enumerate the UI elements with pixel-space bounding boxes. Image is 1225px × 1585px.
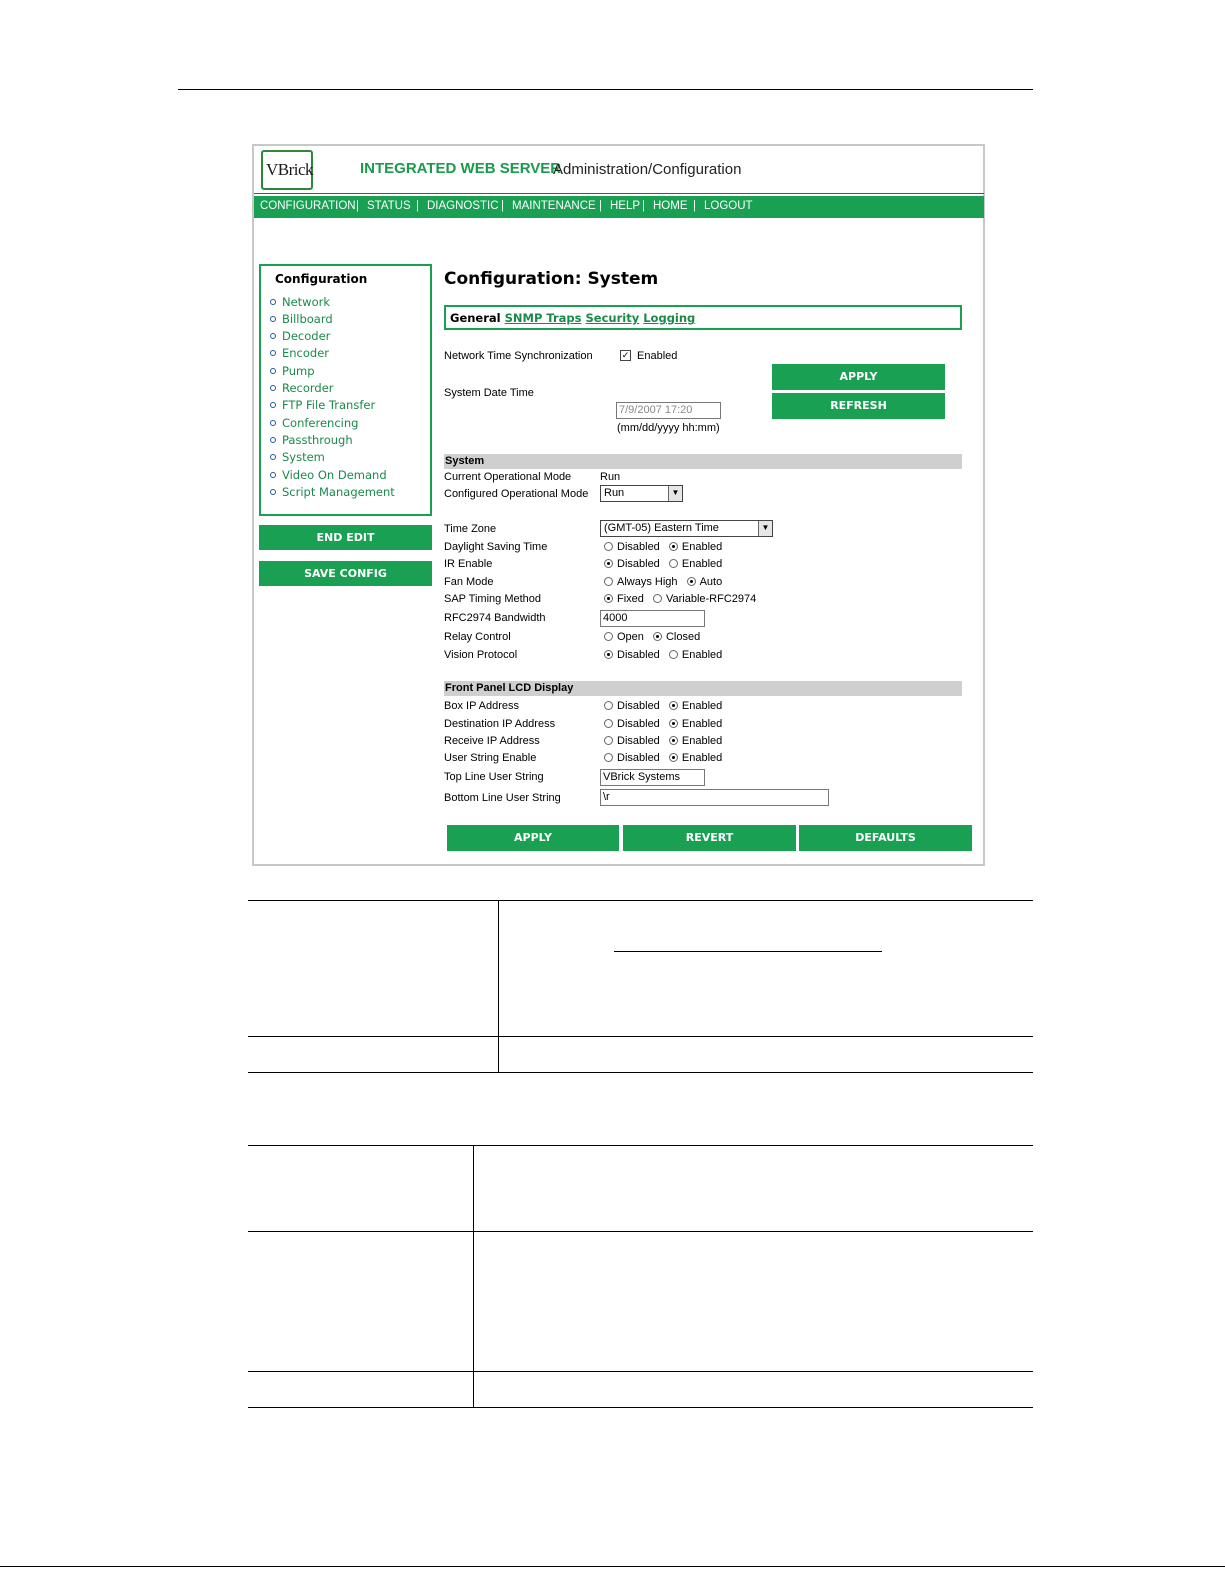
sidebar-item-ftp-file-transfer[interactable]: FTP File Transfer xyxy=(270,398,375,412)
sidebar-title: Configuration xyxy=(275,272,368,286)
nav-logout[interactable]: LOGOUT xyxy=(704,200,753,212)
user-string-enabled-radio[interactable] xyxy=(669,753,678,762)
vbrick-logo: VBrick xyxy=(261,150,313,190)
vision-protocol-disabled-radio[interactable] xyxy=(604,650,613,659)
vision-protocol-label: Vision Protocol xyxy=(444,649,518,661)
bullet-icon xyxy=(270,420,276,426)
fan-mode-radios: Always High Auto xyxy=(604,576,722,588)
bullet-icon xyxy=(270,385,276,391)
nts-value: Enabled xyxy=(637,350,678,362)
refresh-button[interactable]: REFRESH xyxy=(772,393,945,419)
box-ip-radios: Disabled Enabled xyxy=(604,700,722,712)
time-apply-button[interactable]: APPLY xyxy=(772,364,945,390)
table2-column-divider xyxy=(473,1145,474,1408)
sidebar-item-script-management[interactable]: Script Management xyxy=(270,485,395,499)
nav-home[interactable]: HOME xyxy=(653,200,688,212)
destination-ip-radios: Disabled Enabled xyxy=(604,718,722,730)
ir-enable-label: IR Enable xyxy=(444,558,493,570)
bullet-icon xyxy=(270,350,276,356)
relay-control-closed-radio[interactable] xyxy=(653,632,662,641)
sidebar-item-pump[interactable]: Pump xyxy=(270,364,315,378)
nav-maintenance[interactable]: MAINTENANCE xyxy=(512,200,596,212)
top-line-label: Top Line User String xyxy=(444,771,544,783)
page-title: Configuration: System xyxy=(444,269,659,289)
sidebar-item-billboard[interactable]: Billboard xyxy=(270,312,333,326)
daylight-saving-disabled-radio[interactable] xyxy=(604,542,613,551)
box-ip-label: Box IP Address xyxy=(444,700,520,712)
ir-enable-radios: Disabled Enabled xyxy=(604,558,722,570)
sidebar-item-video-on-demand[interactable]: Video On Demand xyxy=(270,468,387,482)
top-line-field[interactable]: VBrick Systems xyxy=(600,769,705,786)
bottom-line-field[interactable]: \r xyxy=(600,789,829,806)
header-divider xyxy=(254,193,984,194)
bullet-icon xyxy=(270,472,276,478)
apply-button[interactable]: APPLY xyxy=(447,825,619,851)
sidebar-item-recorder[interactable]: Recorder xyxy=(270,381,334,395)
nav-separator: | xyxy=(599,200,602,212)
relay-control-label: Relay Control xyxy=(444,631,511,643)
table1-column-divider xyxy=(498,900,499,1073)
sap-timing-fixed-radio[interactable] xyxy=(604,594,613,603)
sidebar-item-encoder[interactable]: Encoder xyxy=(270,346,329,360)
sidebar-item-conferencing[interactable]: Conferencing xyxy=(270,416,358,430)
sidebar-item-system[interactable]: System xyxy=(270,450,325,464)
nav-configuration[interactable]: CONFIGURATION xyxy=(260,200,356,212)
bullet-icon xyxy=(270,368,276,374)
bullet-icon xyxy=(270,316,276,322)
nts-label: Network Time Synchronization xyxy=(444,350,593,362)
nts-checkbox-group xyxy=(620,350,677,362)
sidebar-item-passthrough[interactable]: Passthrough xyxy=(270,433,353,447)
time-zone-select[interactable]: (GMT-05) Eastern Time ▼ xyxy=(600,520,773,537)
user-string-enable-radios: Disabled Enabled xyxy=(604,752,722,764)
time-zone-label: Time Zone xyxy=(444,523,497,535)
system-date-time-label: System Date Time xyxy=(444,387,534,399)
page-footer-rule xyxy=(0,1566,1225,1567)
ir-enable-disabled-radio[interactable] xyxy=(604,559,613,568)
table2-rule xyxy=(248,1231,1033,1232)
destination-ip-label: Destination IP Address xyxy=(444,718,556,730)
sidebar-item-decoder[interactable]: Decoder xyxy=(270,329,330,343)
table2-rule xyxy=(248,1407,1033,1408)
daylight-saving-radios: Disabled Enabled xyxy=(604,541,722,553)
sap-timing-radios: Fixed Variable-RFC2974 xyxy=(604,593,756,605)
tab-general: General xyxy=(450,311,501,325)
receive-ip-label: Receive IP Address xyxy=(444,735,540,747)
user-string-enable-label: User String Enable xyxy=(444,752,537,764)
bullet-icon xyxy=(270,333,276,339)
box-ip-disabled-radio[interactable] xyxy=(604,701,613,710)
table1-rule xyxy=(248,900,1033,901)
relay-control-open-radio[interactable] xyxy=(604,632,613,641)
bullet-icon xyxy=(270,454,276,460)
configured-mode-select[interactable]: Run ▼ xyxy=(600,485,683,502)
defaults-button[interactable]: DEFAULTS xyxy=(799,825,972,851)
destination-ip-enabled-radio[interactable] xyxy=(669,719,678,728)
nav-diagnostic[interactable]: DIAGNOSTIC xyxy=(427,200,499,212)
user-string-disabled-radio[interactable] xyxy=(604,753,613,762)
date-format-hint: (mm/dd/yyyy hh:mm) xyxy=(617,422,720,434)
nts-checkbox[interactable]: ✓ xyxy=(621,349,630,360)
ir-enable-enabled-radio[interactable] xyxy=(669,559,678,568)
dropdown-arrow-icon: ▼ xyxy=(758,521,772,536)
bullet-icon xyxy=(270,299,276,305)
fan-mode-label: Fan Mode xyxy=(444,576,494,588)
bullet-icon xyxy=(270,437,276,443)
page-header-rule xyxy=(178,89,1033,90)
configured-mode-label: Configured Operational Mode xyxy=(444,488,589,500)
table1-link-underline xyxy=(614,951,882,952)
box-ip-enabled-radio[interactable] xyxy=(669,701,678,710)
destination-ip-disabled-radio[interactable] xyxy=(604,719,613,728)
bullet-icon xyxy=(270,489,276,495)
nav-help[interactable]: HELP xyxy=(610,200,641,212)
nav-separator: | xyxy=(501,200,504,212)
receive-ip-disabled-radio[interactable] xyxy=(604,736,613,745)
tab-security[interactable]: Security xyxy=(585,311,640,325)
app-subtitle: Administration/Configuration xyxy=(553,161,742,178)
current-mode-label: Current Operational Mode xyxy=(444,471,572,483)
lcd-section-header: Front Panel LCD Display xyxy=(444,681,962,696)
system-section-header: System xyxy=(444,454,962,469)
vision-protocol-radios: Disabled Enabled xyxy=(604,649,722,661)
rfc2974-bandwidth-label: RFC2974 Bandwidth xyxy=(444,612,546,624)
tab-snmp-traps[interactable]: SNMP Traps xyxy=(504,311,582,325)
sap-timing-variable-radio[interactable] xyxy=(653,594,662,603)
table1-rule xyxy=(248,1036,1033,1037)
nav-separator: | xyxy=(356,200,359,212)
daylight-saving-label: Daylight Saving Time xyxy=(444,541,548,553)
save-config-button[interactable]: SAVE CONFIG xyxy=(259,561,432,586)
rfc2974-bandwidth-field[interactable]: 4000 xyxy=(600,610,705,627)
nav-separator: | xyxy=(693,200,696,212)
fan-mode-always-high-radio[interactable] xyxy=(604,577,613,586)
nav-separator: | xyxy=(416,200,419,212)
end-edit-button[interactable]: END EDIT xyxy=(259,525,432,550)
tab-logging[interactable]: Logging xyxy=(643,311,696,325)
main-nav-bar xyxy=(254,196,984,218)
receive-ip-enabled-radio[interactable] xyxy=(669,736,678,745)
sap-timing-label: SAP Timing Method xyxy=(444,593,542,605)
vision-protocol-enabled-radio[interactable] xyxy=(669,650,678,659)
current-mode-value: Run xyxy=(600,471,621,483)
daylight-saving-enabled-radio[interactable] xyxy=(669,542,678,551)
app-title: INTEGRATED WEB SERVER xyxy=(360,160,562,177)
relay-control-radios: Open Closed xyxy=(604,631,700,643)
dropdown-arrow-icon: ▼ xyxy=(668,486,682,501)
nav-separator: | xyxy=(642,200,645,212)
bottom-line-label: Bottom Line User String xyxy=(444,792,561,804)
revert-button[interactable]: REVERT xyxy=(623,825,796,851)
table1-rule xyxy=(248,1072,1033,1073)
table2-rule xyxy=(248,1371,1033,1372)
receive-ip-radios: Disabled Enabled xyxy=(604,735,722,747)
nav-status[interactable]: STATUS xyxy=(367,200,411,212)
system-date-time-field[interactable]: 7/9/2007 17:20 xyxy=(616,402,721,419)
sidebar-item-network[interactable]: Network xyxy=(270,295,330,309)
sub-tabs xyxy=(450,311,695,325)
fan-mode-auto-radio[interactable] xyxy=(687,577,696,586)
bullet-icon xyxy=(270,402,276,408)
table2-rule xyxy=(248,1145,1033,1146)
